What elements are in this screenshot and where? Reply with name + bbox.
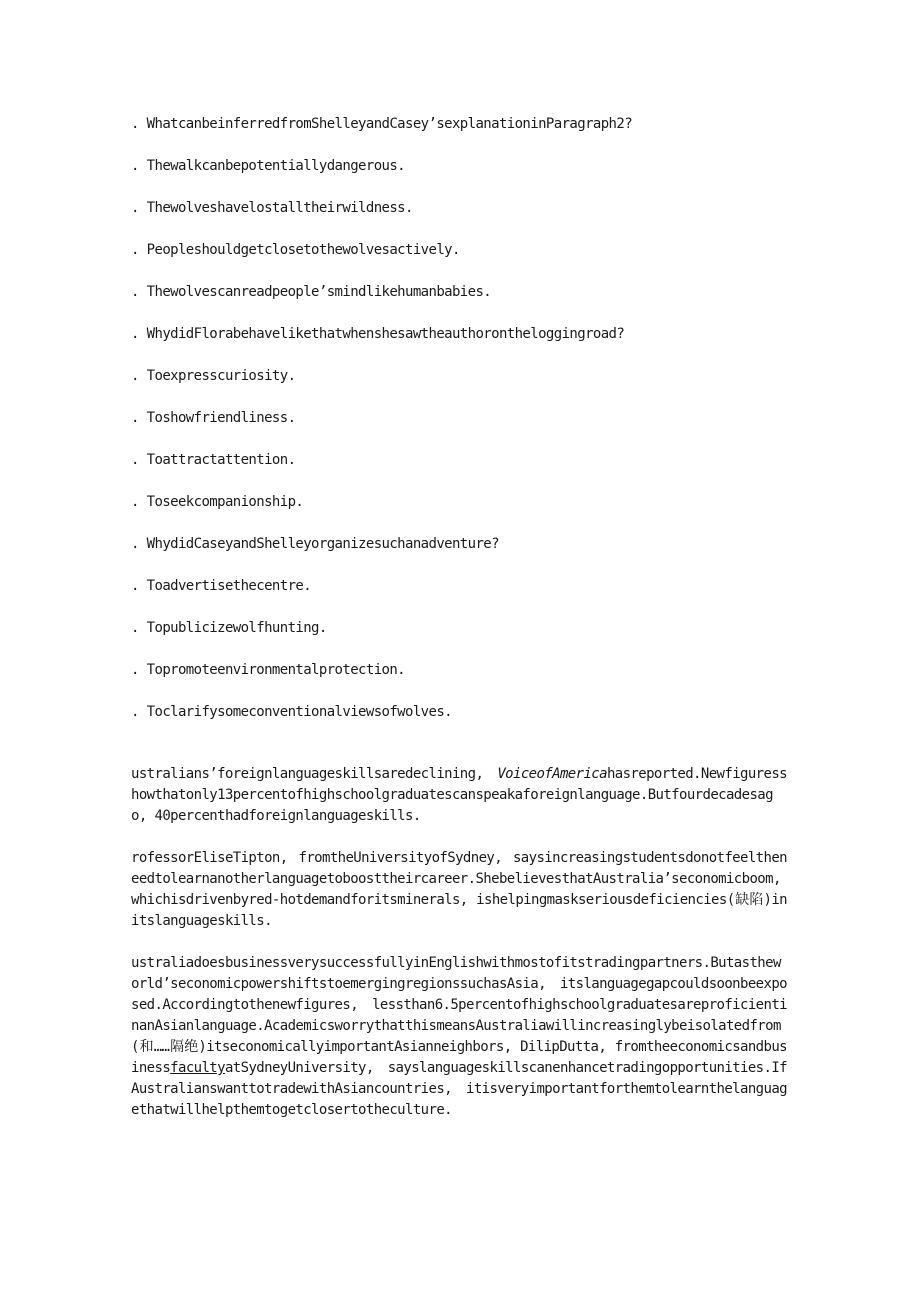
publication-name: VoiceofAmerica — [497, 766, 607, 782]
question-1-option-a: . Thewalkcanbepotentiallydangerous. — [131, 158, 406, 174]
question-2-option-c: . Toattractattention. — [131, 452, 296, 468]
question-3-option-d: . Toclarifysomeconventionalviewsofwolves. — [131, 704, 452, 720]
passage-paragraph-1 — [131, 764, 787, 827]
paragraph-1-text-b: hasreported.Newfiguresshowthatonly13percentofhighschoolgraduatescanspeakaforeignlanguage.Butfourdecadesago, 40percenthadforeignlanguageskills. — [131, 766, 787, 824]
question-1-option-c: . Peopleshouldgetclosetothewolvesactively. — [131, 242, 460, 258]
underlined-word: faculty — [170, 1060, 225, 1076]
question-3-option-a: . Toadvertisethecentre. — [131, 578, 312, 594]
question-2-option-b: . Toshowfriendliness. — [131, 410, 296, 426]
question-3-stem: . WhydidCaseyandShelleyorganizesuchanadventure? — [131, 536, 499, 552]
question-1-option-b: . Thewolveshavelostalltheirwildness. — [131, 200, 413, 216]
question-3-option-c: . Topromoteenvironmentalprotection. — [131, 662, 406, 678]
question-1-stem: . WhatcanbeinferredfromShelleyandCasey’sexplanationinParagraph2? — [131, 116, 633, 132]
paragraph-3-text-a: ustraliadoesbusinessverysuccessfullyinEnglishwithmostofitstradingpartners.Butastheworld’seconomicpowershiftstoemergingregionssuchasAsia, itslanguagegapcouldsoonbeexposed.Accordingtothenewfigures, lessthan6.5percentofhighschoolgraduatesareproficientinanAsianlanguage.AcademicsworrythatthismeansAustraliawillincreasinglybeisolatedfrom(和……隔绝)itseconomicallyimportantAsianneighbors, DilipDutta, fromtheeconomicsandbusiness — [131, 955, 787, 1076]
reading-passage — [131, 764, 787, 1121]
question-2-option-d: . Toseekcompanionship. — [131, 494, 304, 510]
question-1-option-d: . Thewolvescanreadpeople’smindlikehumanbabies. — [131, 284, 492, 300]
passage-paragraph-3 — [131, 953, 787, 1121]
passage-paragraph-2 — [131, 848, 787, 932]
paragraph-3-text-b: atSydneyUniversity, sayslanguageskillscanenhancetradingopportunities.IfAustralianswanttotradewithAsiancountries, itisveryimportantforthemtolearnthelanguagethatwillhelpthemtogetclosertotheculture. — [131, 1060, 787, 1118]
question-3-option-b: . Topublicizewolfhunting. — [131, 620, 327, 636]
question-2-option-a: . Toexpresscuriosity. — [131, 368, 296, 384]
paragraph-2-text: rofessorEliseTipton, fromtheUniversityofSydney, saysincreasingstudentsdonotfeeltheneedtolearnanotherlanguagetoboosttheircareer.ShebelievesthatAustralia’seconomicboom,whichisdrivenbyred-hotdemandforitsminerals, ishelpingmaskseriousdeficiencies(缺陷)initslanguageskills. — [131, 850, 787, 929]
question-2-stem: . WhydidFlorabehavelikethatwhenshesawtheauthorontheloggingroad? — [131, 326, 625, 342]
paragraph-1-text-a: ustralians’foreignlanguageskillsaredeclining, — [131, 766, 498, 782]
